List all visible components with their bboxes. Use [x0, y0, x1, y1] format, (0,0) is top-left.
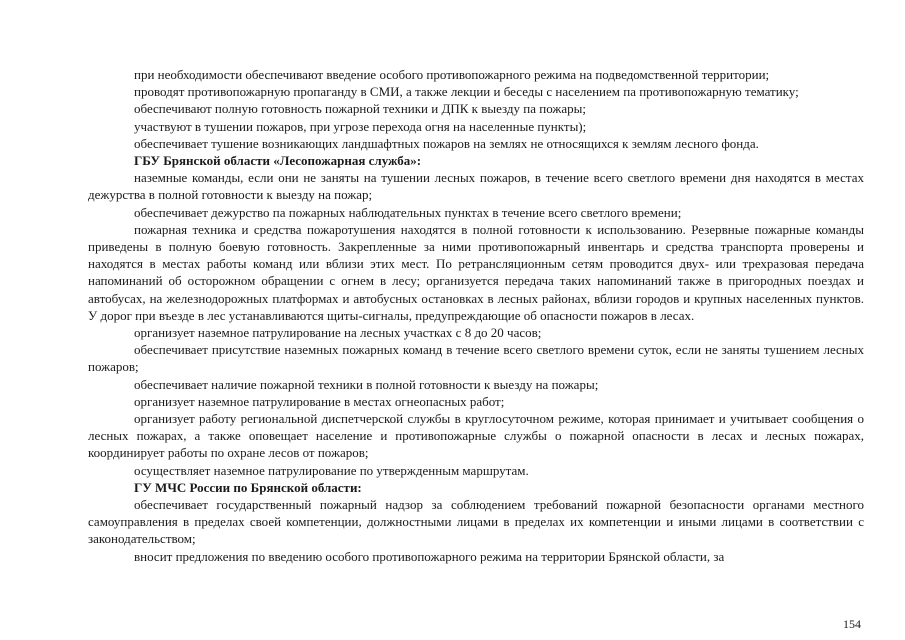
paragraph: при необходимости обеспечивают введение особого противопожарного режима на подведомственной территории; [134, 67, 770, 82]
paragraph: обеспечивает дежурство па пожарных наблюдательных пунктах в течение всего светлого времени; [134, 204, 682, 220]
section-heading: ГБУ Брянской области «Лесопожарная служба»: [134, 153, 422, 169]
paragraph: вносит предложения по введению особого противопожарного режима на территории Брянской области, за [134, 548, 725, 564]
paragraph: обеспечивают полную готовность пожарной техники и ДПК к выезду па пожары; [134, 101, 586, 117]
page-number: 154 [843, 617, 861, 631]
paragraph: обеспечивает государственный пожарный надзор за соблюдением требований пожарной безопасности органами местного самоуправления в пределах своей компетенции, должностными лицами в пределах их компетенции и иными лицами в соответствии с законодательством; [88, 497, 864, 547]
paragraph: организует наземное патрулирование в местах огнеопасных работ; [134, 393, 505, 409]
paragraph: обеспечивает тушение возникающих ландшафтных пожаров на землях не относящихся к землям лесного фонда. [134, 135, 759, 151]
paragraph: обеспечивает присутствие наземных пожарных команд в течение всего светлого времени суток, если не заняты тушением лесных пожаров; [88, 342, 864, 375]
paragraph: обеспечивает наличие пожарной техники в полной готовности к выезду на пожары; [134, 376, 599, 392]
paragraph: организует работу региональной диспетчерской службы в круглосуточном режиме, которая принимает и учитывает сообщения о лесных пожарах, а также оповещает население и противопожарные службы о пожарной опасности в лесах и лесных пожарах, координирует работы по охране лесов от пожаров; [88, 411, 864, 461]
paragraph: осуществляет наземное патрулирование по утвержденным маршрутам. [134, 462, 529, 478]
paragraph: проводят противопожарную пропаганду в СМИ, а также лекции и беседы с населением па противопожарную тематику; [134, 84, 799, 100]
paragraph: наземные команды, если они не заняты на тушении лесных пожаров, в течение всего светлого времени дня находятся в местах дежурства в полной готовности к выезду на пожар; [88, 170, 864, 203]
document-body [88, 66, 864, 565]
paragraph: пожарная техника и средства пожаротушения находятся в полной готовности к использованию. Резервные пожарные команды приведены в полную боевую готовность. Закрепленные за ними противопожарный инвентарь и средства транспорта проверены и находятся в местах работы команд или вблизи этих мест. По ретрансляционным сетям проводится двух- или трехразовая передача напоминаний об осторожном обращении с огнем в лесу; организуется передача таких напоминаний также в пригородных поездах и автобусах, на железнодорожных платформах и автобусных остановках в лесных районах, вблизи городов и крупных населенных пунктов. У дорог при въезде в лес устанавливаются щиты-сигналы, предупреждающие об опасности пожаров в лесах. [88, 221, 864, 323]
paragraph: участвуют в тушении пожаров, при угрозе перехода огня на населенные пункты); [134, 118, 587, 134]
section-heading: ГУ МЧС России по Брянской области: [134, 479, 362, 495]
paragraph: организует наземное патрулирование на лесных участках с 8 до 20 часов; [134, 325, 542, 341]
